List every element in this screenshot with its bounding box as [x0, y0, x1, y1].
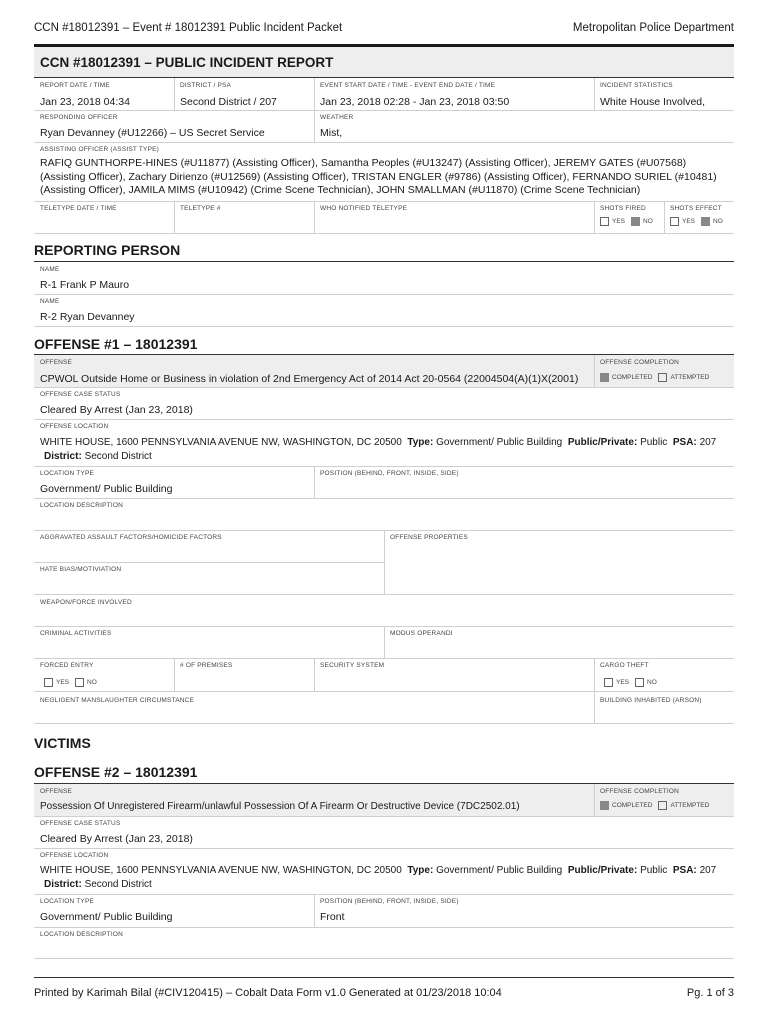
reporting-person-1: R-1 Frank P Mauro — [40, 279, 130, 291]
completed-label: COMPLETED — [612, 374, 653, 381]
yes-label: YES — [56, 679, 70, 686]
incident-stats: White House Involved, — [600, 96, 706, 108]
assisting-officers: RAFIQ GUNTHORPE-HINES (#U11877) (Assisting Officer), Samantha Peoples (#U13247) (Assisting Officer), JEREMY GATES (#U07568) (Assisting Officer), Zachary Dirienzo (#U12569) (Assisting Officer), TRISTAN ENGLER (#9786) (Assisting Officer), FERNANDO SURIEL (#10481) (Assisting Officer), JAMILA MIMS (#U10942) (Crime Scene Technician), JOHN SMALLMAN (#U11870) (Crime Scene Technician) — [40, 157, 717, 196]
offense-1-description: CPWOL Outside Home or Business in violation of 2nd Emergency Act of 2014 Act 20-0564 (22004504(A)(1)X(2001) — [40, 373, 579, 385]
modus-operandi-label: MODUS OPERANDI — [390, 630, 453, 637]
building-inhabited-label: BUILDING INHABITED (ARSON) — [600, 697, 702, 704]
forced-entry-no-checkbox[interactable] — [75, 678, 84, 687]
type-value: Government/ Public Building — [436, 865, 563, 876]
offense-1-location — [40, 437, 716, 448]
cargo-theft-options — [604, 678, 663, 687]
divider — [594, 784, 595, 816]
divider — [664, 202, 665, 234]
offense-1-district — [44, 451, 152, 462]
offense-2-position: Front — [320, 911, 345, 923]
completed-checkbox[interactable] — [600, 373, 609, 382]
district-value: Second District — [84, 451, 152, 462]
no-label: NO — [713, 218, 723, 225]
location-address: WHITE HOUSE, 1600 PENNSYLVANIA AVENUE NW, WASHINGTON, DC 20500 — [40, 865, 402, 876]
attempted-checkbox[interactable] — [658, 801, 667, 810]
divider — [34, 326, 734, 327]
victims-heading: VICTIMS — [34, 735, 91, 751]
divider — [594, 355, 595, 387]
type-value: Government/ Public Building — [436, 437, 563, 448]
shots-fired-no-checkbox[interactable] — [631, 217, 640, 226]
incident-stats-label: INCIDENT STATISTICS — [600, 82, 673, 89]
print-info: Printed by Karimah Bilal (#CIV120415) – Cobalt Data Form v1.0 Generated at 01/23/2018 10:04 — [34, 987, 502, 999]
attempted-checkbox[interactable] — [658, 373, 667, 382]
shots-effect-no-checkbox[interactable] — [701, 217, 710, 226]
event-dates-label: EVENT START DATE / TIME - EVENT END DATE / TIME — [320, 82, 496, 89]
offense-2-district — [44, 879, 152, 890]
premises-count-label: # OF PREMISES — [180, 662, 233, 669]
psa-key: PSA: — [672, 437, 697, 448]
teletype-date-label: TELETYPE DATE / TIME — [40, 205, 117, 212]
psa-value: 207 — [699, 437, 717, 448]
divider — [314, 659, 315, 691]
yes-label: YES — [682, 218, 696, 225]
shots-effect-options — [670, 217, 729, 226]
public-private-key: Public/Private: — [567, 437, 638, 448]
offense-1-heading: OFFENSE #1 – 18012391 — [34, 336, 198, 352]
case-status-label: OFFENSE CASE STATUS — [40, 391, 121, 398]
offense-location-label: OFFENSE LOCATION — [40, 852, 109, 859]
divider — [34, 233, 734, 234]
divider — [34, 816, 734, 817]
position-label: POSITION (BEHIND, FRONT, INSIDE, SIDE) — [320, 470, 459, 477]
no-label: NO — [87, 679, 97, 686]
district-label: DISTRICT / PSA — [180, 82, 232, 89]
divider — [34, 927, 734, 928]
negligent-manslaughter-label: NEGLIGENT MANSLAUGHTER CIRCUMSTANCE — [40, 697, 195, 704]
offense-location-label: OFFENSE LOCATION — [40, 423, 109, 430]
forced-entry-yes-checkbox[interactable] — [44, 678, 53, 687]
divider — [34, 142, 734, 143]
attempted-label: ATTEMPTED — [670, 802, 710, 809]
offense-2-completion-options — [600, 801, 715, 810]
psa-value: 207 — [699, 865, 717, 876]
public-private-value: Public — [640, 865, 668, 876]
divider — [34, 110, 734, 111]
offense-1-location-type: Government/ Public Building — [40, 483, 173, 495]
location-type-label: LOCATION TYPE — [40, 470, 95, 477]
district-key: District: — [44, 879, 82, 890]
public-private-value: Public — [640, 437, 668, 448]
offense-2-heading: OFFENSE #2 – 18012391 — [34, 764, 198, 780]
packet-title: CCN #18012391 – Event # 18012391 Public Incident Packet — [34, 22, 343, 34]
report-date-label: REPORT DATE / TIME — [40, 82, 110, 89]
divider — [34, 658, 734, 659]
district-psa: Second District / 207 — [180, 96, 277, 108]
divider — [34, 419, 734, 420]
divider — [314, 467, 315, 498]
cargo-theft-yes-checkbox[interactable] — [604, 678, 613, 687]
divider — [34, 466, 734, 467]
divider — [34, 498, 734, 499]
who-notified-label: WHO NOTIFIED TELETYPE — [320, 205, 408, 212]
divider — [34, 894, 734, 895]
completed-checkbox[interactable] — [600, 801, 609, 810]
offense-properties-label: OFFENSE PROPERTIES — [390, 534, 468, 541]
divider — [34, 691, 734, 692]
footer-rule — [34, 977, 734, 978]
shots-fired-label: SHOTS FIRED — [600, 205, 646, 212]
divider — [34, 723, 734, 724]
offense-2-case-status: Cleared By Arrest (Jan 23, 2018) — [40, 833, 193, 845]
page-header — [34, 22, 734, 40]
offense-2-location-type: Government/ Public Building — [40, 911, 173, 923]
shots-fired-yes-checkbox[interactable] — [600, 217, 609, 226]
psa-key: PSA: — [672, 865, 697, 876]
page-number: Pg. 1 of 3 — [686, 987, 734, 999]
divider — [34, 294, 734, 295]
attempted-label: ATTEMPTED — [670, 374, 710, 381]
location-description-label: LOCATION DESCRIPTION — [40, 931, 123, 938]
offense-label: OFFENSE — [40, 359, 73, 366]
divider — [34, 261, 734, 262]
position-label: POSITION (BEHIND, FRONT, INSIDE, SIDE) — [320, 898, 459, 905]
weather: Mist, — [320, 127, 343, 139]
divider — [34, 594, 734, 595]
shots-effect-yes-checkbox[interactable] — [670, 217, 679, 226]
offense-2-description: Possession Of Unregistered Firearm/unlawful Possession Of A Firearm Or Destructive Device (7DC2502.01) — [40, 801, 520, 812]
no-label: NO — [643, 218, 653, 225]
divider — [34, 562, 384, 563]
forced-entry-options — [44, 678, 103, 687]
responding-officer: Ryan Devanney (#U12266) – US Secret Service — [40, 127, 265, 139]
reporting-person-2: R-2 Ryan Devanney — [40, 311, 135, 323]
divider — [34, 387, 734, 388]
responding-officer-label: RESPONDING OFFICER — [40, 114, 118, 121]
divider — [34, 848, 734, 849]
forced-entry-label: FORCED ENTRY — [40, 662, 94, 669]
yes-label: YES — [612, 218, 626, 225]
report-title: CCN #18012391 – PUBLIC INCIDENT REPORT — [40, 55, 334, 70]
yes-label: YES — [616, 679, 630, 686]
name-label: NAME — [40, 266, 60, 273]
divider — [314, 895, 315, 927]
report-date: Jan 23, 2018 04:34 — [40, 96, 130, 108]
offense-1-case-status: Cleared By Arrest (Jan 23, 2018) — [40, 404, 193, 416]
reporting-person-heading: REPORTING PERSON — [34, 242, 181, 258]
hate-bias-label: HATE BIAS/MOTIVIATION — [40, 566, 122, 573]
divider — [594, 202, 595, 234]
divider — [34, 77, 734, 78]
district-key: District: — [44, 451, 82, 462]
shots-fired-options — [600, 217, 659, 226]
divider — [174, 202, 175, 234]
divider — [34, 958, 734, 959]
weapon-force-label: WEAPON/FORCE INVOLVED — [40, 599, 132, 606]
cargo-theft-no-checkbox[interactable] — [635, 678, 644, 687]
location-type-label: LOCATION TYPE — [40, 898, 95, 905]
department-name: Metropolitan Police Department — [572, 22, 734, 34]
offense-completion-label: OFFENSE COMPLETION — [600, 359, 680, 366]
teletype-number-label: TELETYPE # — [180, 205, 221, 212]
divider — [594, 78, 595, 110]
document-page — [34, 0, 734, 1024]
case-status-label: OFFENSE CASE STATUS — [40, 820, 121, 827]
weather-label: WEATHER — [320, 114, 354, 121]
offense-1-completion-options — [600, 373, 715, 382]
event-dates: Jan 23, 2018 02:28 - Jan 23, 2018 03:50 — [320, 96, 510, 108]
public-private-key: Public/Private: — [567, 865, 638, 876]
cargo-theft-label: CARGO THEFT — [600, 662, 649, 669]
completed-label: COMPLETED — [612, 802, 653, 809]
criminal-activities-label: CRIMINAL ACTIVITIES — [40, 630, 112, 637]
divider — [314, 202, 315, 234]
type-key: Type: — [407, 437, 434, 448]
district-value: Second District — [84, 879, 152, 890]
type-key: Type: — [407, 865, 434, 876]
offense-2-location — [40, 865, 716, 876]
shots-effect-label: SHOTS EFFECT — [670, 205, 722, 212]
assisting-officers-label: ASSISTING OFFICER (ASSIST TYPE) — [40, 146, 160, 153]
location-address: WHITE HOUSE, 1600 PENNSYLVANIA AVENUE NW, WASHINGTON, DC 20500 — [40, 437, 402, 448]
security-system-label: SECURITY SYSTEM — [320, 662, 385, 669]
no-label: NO — [647, 679, 657, 686]
offense-label: OFFENSE — [40, 788, 73, 795]
divider — [384, 531, 385, 594]
divider — [174, 78, 175, 110]
location-description-label: LOCATION DESCRIPTION — [40, 502, 123, 509]
divider — [384, 627, 385, 658]
aggravated-factors-label: AGGRAVATED ASSAULT FACTORS/HOMICIDE FACTORS — [40, 534, 222, 541]
offense-completion-label: OFFENSE COMPLETION — [600, 788, 680, 795]
divider — [34, 201, 734, 202]
name-label: NAME — [40, 298, 60, 305]
divider — [174, 659, 175, 691]
